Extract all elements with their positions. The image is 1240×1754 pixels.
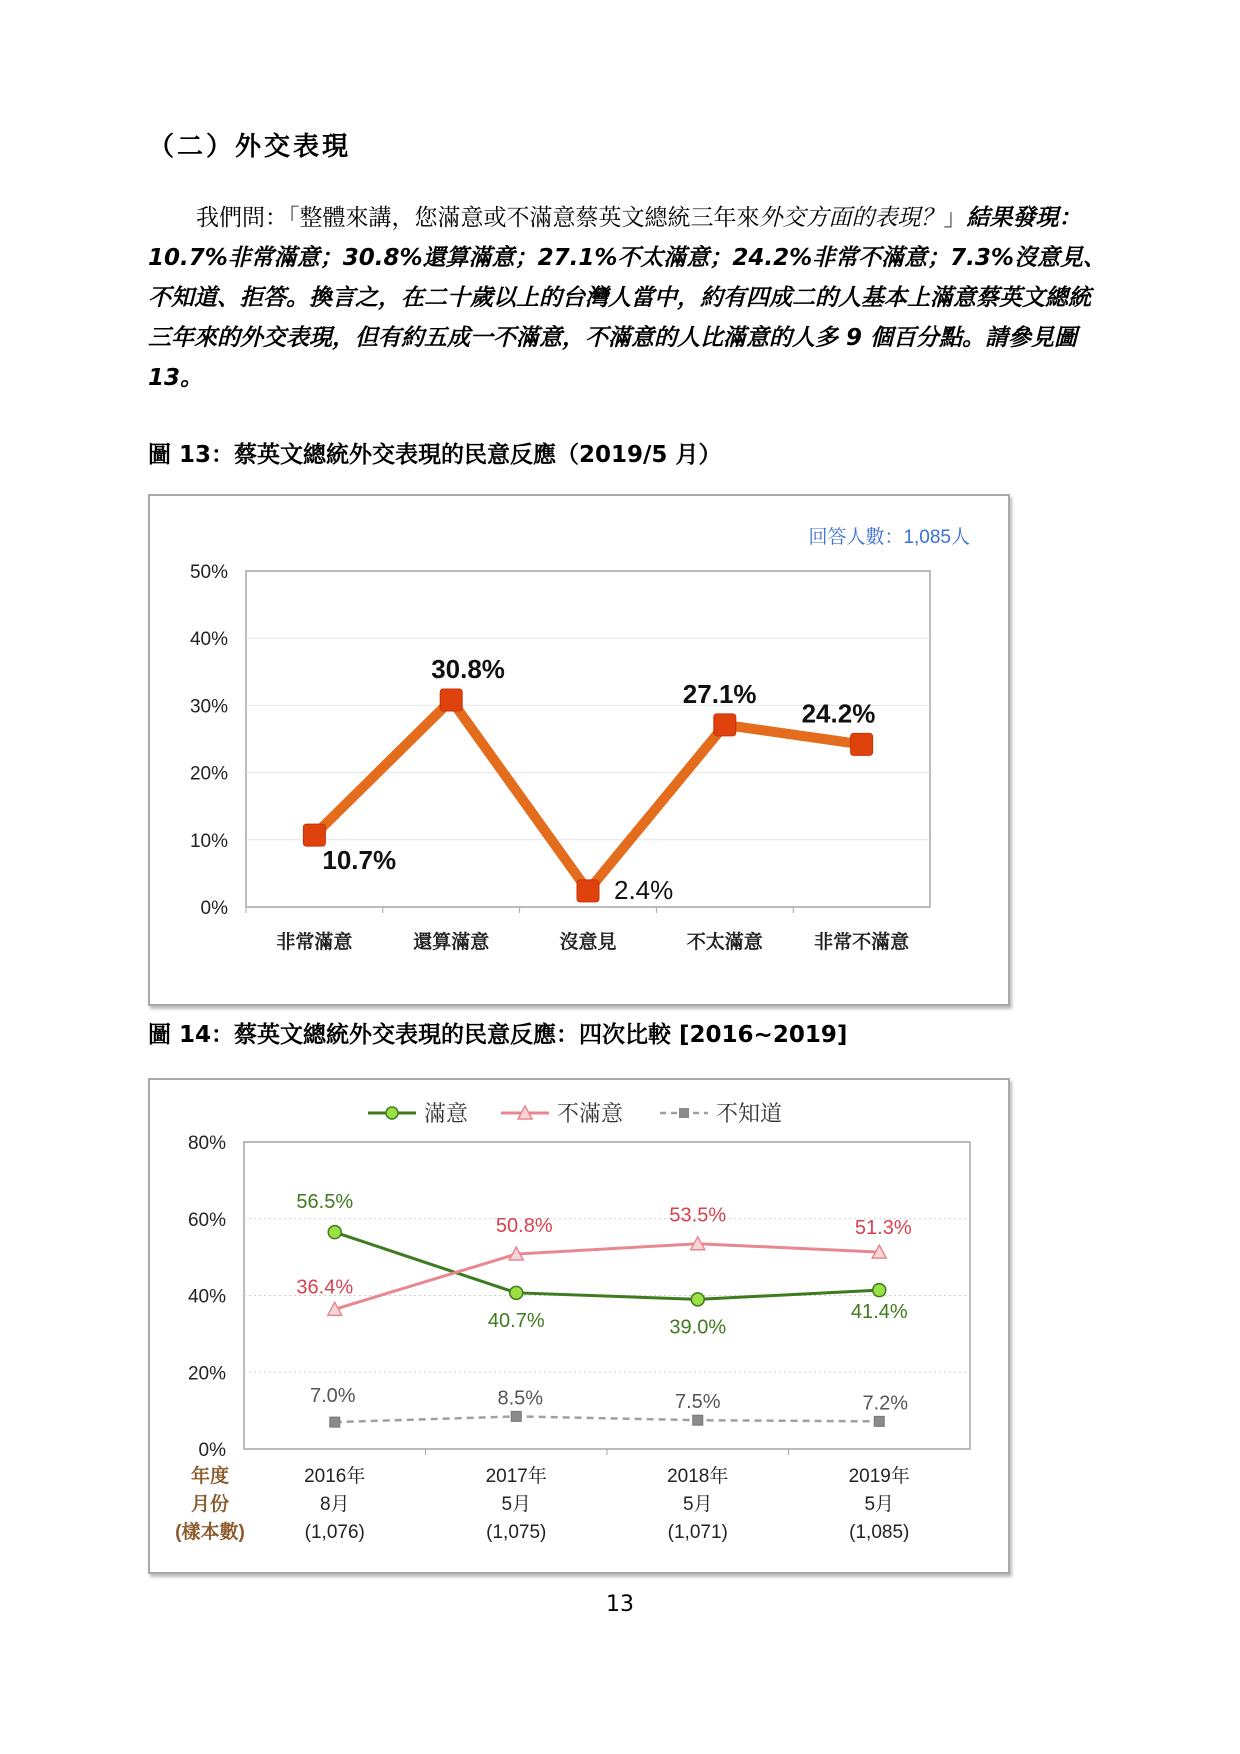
figure14-chart bbox=[150, 1080, 1008, 1572]
data-label: 7.5% bbox=[674, 1391, 721, 1414]
legend-marker bbox=[679, 1108, 689, 1118]
data-label: 7.0% bbox=[309, 1385, 356, 1408]
x-tick-label: 非常不滿意 bbox=[814, 932, 910, 953]
data-label: 53.5% bbox=[669, 1204, 727, 1227]
data-point bbox=[303, 824, 325, 846]
x-tick-sample: (1,076) bbox=[304, 1522, 365, 1543]
data-point bbox=[511, 1411, 521, 1421]
x-tick-year: 2016年 bbox=[304, 1466, 366, 1487]
intro-paragraph bbox=[148, 198, 1108, 398]
data-label: 39.0% bbox=[669, 1316, 727, 1339]
y-tick-label: 30% bbox=[189, 696, 228, 718]
x-tick-year: 2017年 bbox=[485, 1466, 547, 1487]
x-tick-month: 5月 bbox=[864, 1494, 895, 1515]
x-tick-year: 2018年 bbox=[667, 1466, 729, 1487]
x-tick-month: 5月 bbox=[501, 1494, 532, 1515]
data-point bbox=[874, 1416, 884, 1426]
data-label: 27.1% bbox=[682, 678, 757, 709]
series-line-1 bbox=[335, 1232, 880, 1299]
x-tick-year: 2019年 bbox=[848, 1466, 910, 1487]
data-point bbox=[693, 1415, 703, 1425]
series-line bbox=[314, 700, 861, 891]
y-tick-label: 20% bbox=[187, 1363, 226, 1385]
section-title: （二）外交表現 bbox=[148, 132, 352, 162]
data-label: 24.2% bbox=[801, 698, 876, 729]
x-tick-sample: (1,075) bbox=[486, 1522, 547, 1543]
data-point bbox=[851, 733, 873, 755]
figure14-frame bbox=[148, 1078, 1010, 1574]
y-tick-label: 0% bbox=[198, 1440, 226, 1461]
data-label: 36.4% bbox=[296, 1276, 354, 1299]
figure14-caption: 圖 14：蔡英文總統外交表現的民意反應：四次比較 [2016~2019] bbox=[148, 1022, 848, 1048]
y-tick-label: 60% bbox=[187, 1209, 226, 1231]
y-tick-label: 50% bbox=[189, 562, 228, 583]
series-line-3 bbox=[335, 1416, 880, 1422]
x-tick-label: 不太滿意 bbox=[686, 932, 763, 953]
y-tick-label: 20% bbox=[189, 763, 228, 785]
para-question-topic: 外交方面的表現？ bbox=[759, 205, 944, 231]
data-label: 40.7% bbox=[487, 1309, 545, 1332]
legend-label: 不知道 bbox=[716, 1101, 783, 1126]
data-label: 51.3% bbox=[854, 1217, 912, 1240]
para-quote-close: 」 bbox=[943, 205, 967, 231]
data-point bbox=[510, 1286, 523, 1299]
legend-label: 不滿意 bbox=[557, 1101, 624, 1126]
y-tick-label: 10% bbox=[189, 830, 228, 852]
data-point bbox=[714, 714, 736, 736]
data-point bbox=[328, 1226, 341, 1239]
legend-marker bbox=[386, 1107, 398, 1119]
y-tick-label: 80% bbox=[187, 1133, 226, 1154]
row-label: (樣本數) bbox=[175, 1522, 245, 1543]
data-label: 41.4% bbox=[850, 1301, 908, 1324]
data-label: 50.8% bbox=[495, 1215, 553, 1238]
para-question: 我們問：「整體來講，您滿意或不滿意蔡英文總統三年來 bbox=[196, 205, 760, 231]
data-label: 56.5% bbox=[296, 1191, 354, 1214]
x-tick-label: 還算滿意 bbox=[413, 932, 490, 953]
data-point bbox=[440, 689, 462, 711]
x-tick-label: 沒意見 bbox=[559, 932, 617, 953]
data-label: 2.4% bbox=[614, 874, 674, 905]
chart-legend bbox=[368, 1101, 782, 1126]
data-label: 10.7% bbox=[322, 845, 397, 876]
data-label: 7.2% bbox=[862, 1392, 909, 1415]
x-tick-sample: (1,071) bbox=[667, 1522, 728, 1543]
figure13-frame bbox=[148, 494, 1010, 1006]
row-label: 月份 bbox=[190, 1494, 230, 1515]
data-label: 8.5% bbox=[497, 1387, 544, 1410]
data-point bbox=[330, 1417, 340, 1427]
data-point bbox=[873, 1284, 886, 1297]
para-results: 結果發現：10.7%非常滿意；30.8%還算滿意；27.1%不太滿意；24.2%非常不滿意；7.3%沒意見、不知道、拒答。換言之，在二十歲以上的台灣人當中，約有四成二的人基本上滿意蔡英文總統三年來的外交表現，但有約五成一不滿意，不滿意的人比滿意的人多 9 個百分點。請參見圖 13。 bbox=[148, 205, 1106, 391]
x-tick-sample: (1,085) bbox=[849, 1522, 910, 1543]
y-tick-label: 40% bbox=[187, 1286, 226, 1308]
x-tick-month: 8月 bbox=[319, 1494, 350, 1515]
x-tick-month: 5月 bbox=[682, 1494, 713, 1515]
data-point bbox=[577, 880, 599, 902]
page-number: 13 bbox=[606, 1592, 634, 1617]
row-label: 年度 bbox=[190, 1466, 230, 1487]
x-tick-label: 非常滿意 bbox=[276, 932, 353, 953]
figure13-chart bbox=[150, 496, 1008, 1004]
y-tick-label: 40% bbox=[189, 629, 228, 651]
series-line-2 bbox=[335, 1244, 880, 1310]
data-point bbox=[691, 1293, 704, 1306]
figure13-caption: 圖 13：蔡英文總統外交表現的民意反應（2019/5 月） bbox=[148, 442, 722, 468]
y-tick-label: 0% bbox=[200, 898, 228, 919]
data-label: 30.8% bbox=[431, 654, 505, 685]
respondents-note: 回答人數：1,085人 bbox=[808, 527, 970, 548]
legend-label: 滿意 bbox=[424, 1101, 469, 1126]
